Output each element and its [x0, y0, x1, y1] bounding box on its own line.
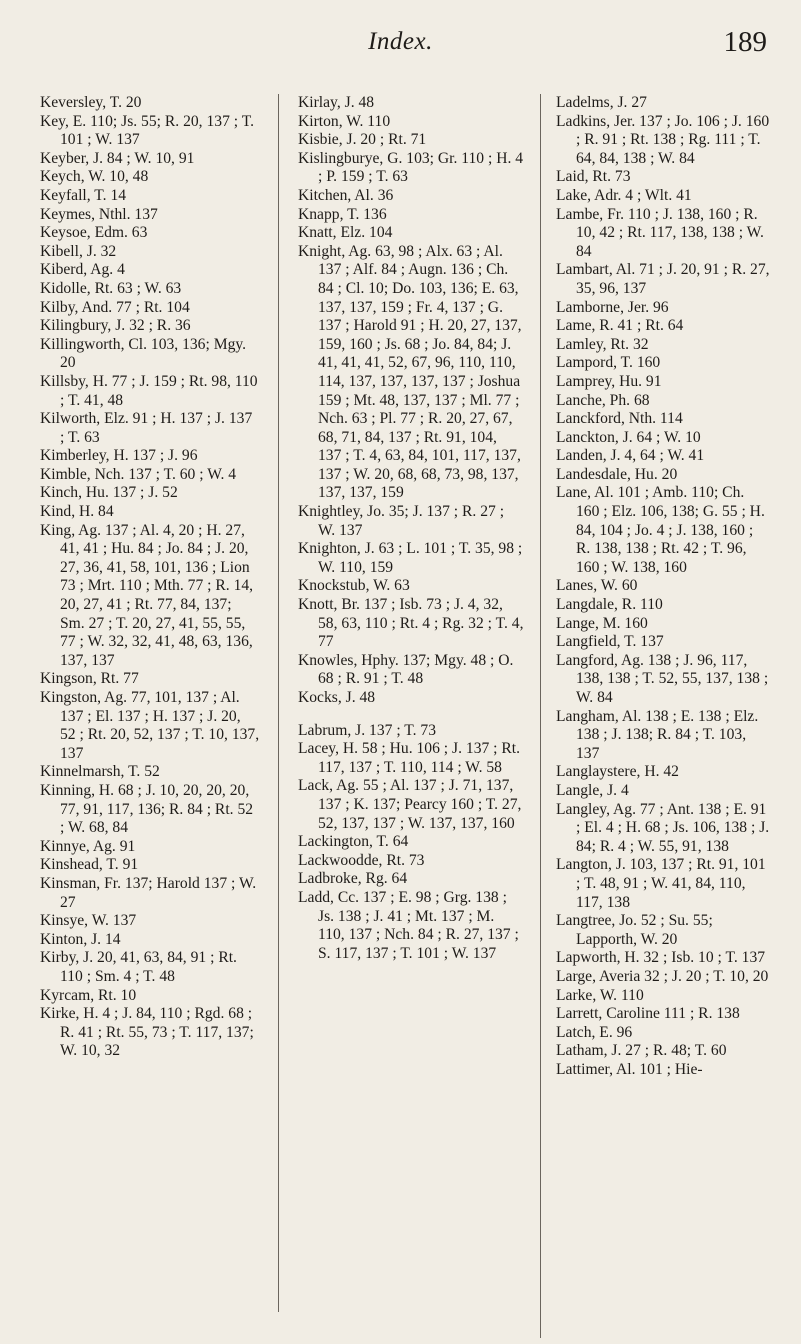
index-entry: Large, Averia 32 ; J. 20 ; T. 10, 20 — [556, 967, 769, 985]
index-entry: Kyrcam, Rt. 10 — [40, 986, 137, 1004]
index-entry: Langdale, R. 110 — [556, 596, 663, 614]
index-entry: Knowles, Hphy. 137; Mgy. 48 ; O. 68 ; R. 91 ; T. 48 — [298, 651, 514, 688]
index-entry: Key, E. 110; Js. 55; R. 20, 137 ; T. 101 ; W. 137 — [40, 112, 254, 149]
index-entry: Kinsman, Fr. 137; Harold 137 ; W. 27 — [40, 874, 257, 911]
index-column-1 — [40, 94, 260, 1061]
index-entry: Kinning, H. 68 ; J. 10, 20, 20, 20, 77, 91, 117, 136; R. 84 ; Rt. 52 ; W. 68, 84 — [40, 781, 254, 837]
index-entry: Kinnelmarsh, T. 52 — [40, 763, 160, 781]
index-entry: Kibell, J. 32 — [40, 242, 117, 260]
index-entry: Kingston, Ag. 77, 101, 137 ; Al. 137 ; El. 137 ; H. 137 ; J. 20, 52 ; Rt. 20, 52, 137 ; T. 10, 137, 137 — [40, 689, 260, 762]
index-entry: Latch, E. 96 — [556, 1023, 633, 1041]
running-head — [0, 22, 801, 68]
index-entry: Kilworth, Elz. 91 ; H. 137 ; J. 137 ; T. 63 — [40, 410, 253, 446]
index-entry: Knight, Ag. 63, 98 ; Alx. 63 ; Al. 137 ; Alf. 84 ; Augn. 136 ; Ch. 84 ; Cl. 10; Do. 103, 136; E. 63, 137, 137, 159 ; Fr. 4, 137 ; G. 137 ; Harold 91 ; H. 20, 27, 137, 159, 160 ; Js. 68 ; Jo. 84, 84; J. 41, 41, 41, 52, 67, 96, 110, 110, 114, 137, 137, 137, 137 ; Joshua 159 ; Mt. 48, 137, 137 ; Ml. 77 ; Nch. 63 ; Pl. 77 ; R. 20, 27, 67, 68, 71, 84, 137 ; Rt. 91, 104, 137 ; T. 4, 63, 84, 101, 117, 137, 137 ; W. 20, 68, 68, 73, 98, 137, 137, 137, 159 — [298, 242, 522, 502]
index-entry: Lamprey, Hu. 91 — [556, 372, 662, 390]
index-entry: Landesdale, Hu. 20 — [556, 465, 678, 483]
index-entry: Lackington, T. 64 — [298, 833, 409, 851]
index-entry: Lanckford, Nth. 114 — [556, 410, 683, 428]
index-entry: Lange, M. 160 — [556, 614, 648, 632]
index-entry: Keysoe, Edm. 63 — [40, 224, 148, 242]
index-entry: Larrett, Caroline 111 ; R. 138 — [556, 1005, 740, 1023]
index-entry: Langham, Al. 138 ; E. 138 ; Elz. 138 ; J. 138; R. 84 ; T. 103, 137 — [556, 707, 759, 762]
index-entry: Ladelms, J. 27 — [556, 94, 647, 111]
index-entry: Kingson, Rt. 77 — [40, 670, 139, 688]
index-entry: Lampord, T. 160 — [556, 354, 661, 372]
index-entry: Lambart, Al. 71 ; J. 20, 91 ; R. 27, 35, 96, 137 — [556, 261, 770, 297]
index-entry: Knightley, Jo. 35; J. 137 ; R. 27 ; W. 137 — [298, 503, 505, 539]
index-entry: Langton, J. 103, 137 ; Rt. 91, 101 ; T. 48, 91 ; W. 41, 84, 110, 117, 138 — [556, 856, 766, 911]
index-entry: Langley, Ag. 77 ; Ant. 138 ; E. 91 ; El. 4 ; H. 68 ; Js. 106, 138 ; J. 84; R. 4 ; W. 55, 91, 138 — [556, 800, 770, 855]
index-entry: Lacey, H. 58 ; Hu. 106 ; J. 137 ; Rt. 117, 137 ; T. 110, 114 ; W. 58 — [298, 740, 521, 776]
index-entry: Kinnye, Ag. 91 — [40, 837, 136, 855]
index-entry: Laid, Rt. 73 — [556, 168, 631, 186]
index-entry: Lake, Adr. 4 ; Wlt. 41 — [556, 186, 692, 204]
index-entry: Lanckton, J. 64 ; W. 10 — [556, 428, 701, 446]
index-entry: Labrum, J. 137 ; T. 73 — [298, 721, 437, 739]
index-entry: Lanes, W. 60 — [556, 577, 638, 595]
index-entry: Knapp, T. 136 — [298, 205, 387, 223]
index-entry: Landen, J. 4, 64 ; W. 41 — [556, 447, 705, 465]
index-entry: Kinshead, T. 91 — [40, 856, 139, 874]
index-entry: Knighton, J. 63 ; L. 101 ; T. 35, 98 ; W. 110, 159 — [298, 540, 523, 576]
index-entry: Lamley, Rt. 32 — [556, 335, 649, 353]
index-entry: Kiberd, Ag. 4 — [40, 261, 125, 279]
index-entry: Keymes, Nthl. 137 — [40, 205, 158, 223]
index-entry: Ladkins, Jer. 137 ; Jo. 106 ; J. 160 ; R. 91 ; Rt. 138 ; Rg. 111 ; T. 64, 84, 138 ; W. 84 — [556, 112, 770, 167]
index-entry: Knockstub, W. 63 — [298, 577, 410, 595]
index-entry: Kilby, And. 77 ; Rt. 104 — [40, 298, 190, 316]
index-entry: Killingworth, Cl. 103, 136; Mgy. 20 — [40, 335, 247, 372]
index-entry: Lattimer, Al. 101 ; Hie- — [556, 1060, 703, 1078]
index-entry: Lamborne, Jer. 96 — [556, 298, 669, 316]
page-number: 189 — [723, 26, 767, 58]
index-entry: Kidolle, Rt. 63 ; W. 63 — [40, 279, 182, 297]
index-column-2 — [298, 94, 524, 963]
index-entry: Kirlay, J. 48 — [298, 94, 375, 111]
index-entry: Kimberley, H. 137 ; J. 96 — [40, 447, 198, 465]
index-entry: Lack, Ag. 55 ; Al. 137 ; J. 71, 137, 137 ; K. 137; Pearcy 160 ; T. 27, 52, 137, 137 ; W. 137, 137, 160 — [298, 777, 522, 832]
index-entry: Lanche, Ph. 68 — [556, 391, 650, 409]
index-entry: Knatt, Elz. 104 — [298, 224, 393, 242]
index-entry: Lapworth, H. 32 ; Isb. 10 ; T. 137 — [556, 949, 766, 967]
column-divider — [278, 94, 279, 1312]
index-entry: Langlaystere, H. 42 — [556, 763, 679, 781]
index-entry: Keversley, T. 20 — [40, 94, 142, 111]
index-entry: Lambe, Fr. 110 ; J. 138, 160 ; R. 10, 42 ; Rt. 117, 138, 138 ; W. 84 — [556, 205, 764, 260]
index-entry: Langtree, Jo. 52 ; Su. 55; Lapporth, W. 20 — [556, 912, 713, 948]
index-entry: Kislingburye, G. 103; Gr. 110 ; H. 4 ; P. 159 ; T. 63 — [298, 149, 524, 186]
index-entry: King, Ag. 137 ; Al. 4, 20 ; H. 27, 41, 41 ; Hu. 84 ; Jo. 84 ; J. 20, 27, 36, 41, 58, 101, 136 ; Lion 73 ; Mrt. 110 ; Mth. 77 ; R. 14, 20, 27, 41 ; Rt. 77, 84, 137; Sm. 27 ; T. 20, 27, 41, 55, 55, 77 ; W. 32, 32, 41, 48, 63, 136, 137, 137 — [40, 521, 254, 669]
index-entry: Keych, W. 10, 48 — [40, 168, 149, 186]
index-entry: Knott, Br. 137 ; Isb. 73 ; J. 4, 32, 58, 63, 110 ; Rt. 4 ; Rg. 32 ; T. 4, 77 — [298, 596, 524, 651]
index-columns — [0, 94, 801, 1334]
page-title: Index. — [368, 28, 433, 55]
index-entry: Ladd, Cc. 137 ; E. 98 ; Grg. 138 ; Js. 138 ; J. 41 ; Mt. 137 ; M. 110, 137 ; Nch. 84 ; R. 27, 137 ; S. 117, 137 ; T. 101 ; W. 137 — [298, 888, 519, 962]
index-entry: Kisbie, J. 20 ; Rt. 71 — [298, 131, 427, 149]
index-entry: Kinton, J. 14 — [40, 930, 121, 948]
index-entry: Kitchen, Al. 36 — [298, 186, 394, 204]
index-entry: Kimble, Nch. 137 ; T. 60 ; W. 4 — [40, 465, 237, 483]
index-entry: Ladbroke, Rg. 64 — [298, 870, 408, 888]
index-entry: Langfield, T. 137 — [556, 633, 664, 651]
index-entry: Langford, Ag. 138 ; J. 96, 117, 138, 138 ; T. 52, 55, 137, 138 ; W. 84 — [556, 651, 769, 706]
index-entry: Larke, W. 110 — [556, 986, 644, 1004]
index-entry: Killsby, H. 77 ; J. 159 ; Rt. 98, 110 ; T. 41, 48 — [40, 372, 258, 409]
index-entry: Kind, H. 84 — [40, 503, 114, 521]
index-entry: Keyfall, T. 14 — [40, 186, 127, 204]
index-entry: Kirby, J. 20, 41, 63, 84, 91 ; Rt. 110 ; Sm. 4 ; T. 48 — [40, 949, 237, 985]
index-entry: Lame, R. 41 ; Rt. 64 — [556, 317, 684, 335]
index-entry: Kinch, Hu. 137 ; J. 52 — [40, 484, 178, 502]
index-entry: Latham, J. 27 ; R. 48; T. 60 — [556, 1042, 727, 1060]
index-entry: Keyber, J. 84 ; W. 10, 91 — [40, 149, 195, 167]
column-divider — [540, 94, 541, 1338]
index-column-3 — [556, 94, 771, 1079]
index-entry: Kocks, J. 48 — [298, 689, 376, 706]
index-entry: Kinsye, W. 137 — [40, 912, 137, 930]
index-entry: Kirton, W. 110 — [298, 112, 391, 130]
index-entry: Kilingbury, J. 32 ; R. 36 — [40, 317, 191, 335]
index-entry: Lane, Al. 101 ; Amb. 110; Ch. 160 ; Elz. 106, 138; G. 55 ; H. 84, 104 ; Jo. 4 ; J. 138, 160 ; R. 138, 138 ; Rt. 42 ; T. 96, 160 ; W. 138, 160 — [556, 484, 765, 576]
index-entry: Langle, J. 4 — [556, 781, 629, 799]
index-entry: Kirke, H. 4 ; J. 84, 110 ; Rgd. 68 ; R. 41 ; Rt. 55, 73 ; T. 117, 137; W. 10, 32 — [40, 1005, 254, 1060]
index-entry: Lackwoodde, Rt. 73 — [298, 851, 425, 869]
